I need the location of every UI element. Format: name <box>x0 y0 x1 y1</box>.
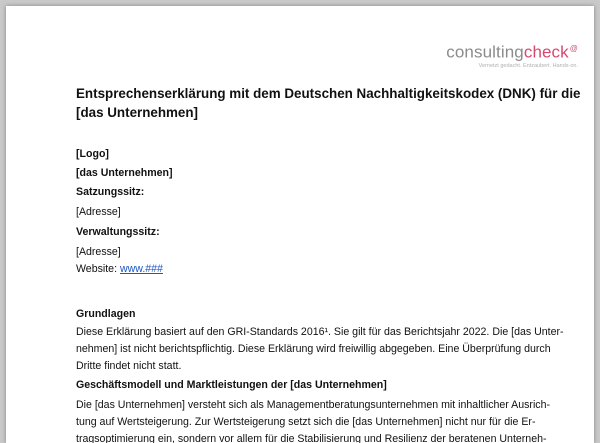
consultingcheck-logo <box>398 40 578 69</box>
paragraph-line: nehmen] ist nicht berichtspflichtig. Diese Erklärung wird freiwillig abgegeben. Eine Überprüfung durch <box>76 343 551 355</box>
website-link[interactable]: www.### <box>119 263 163 275</box>
paragraph-line: tung auf Wertsteigerung. Zur Wertsteigerung setzt sich die [das Unternehmen] nicht nur für die Er- <box>76 416 536 428</box>
logo-wordmark <box>398 40 578 62</box>
company-info <box>76 146 546 278</box>
company-name-placeholder: [das Unternehmen] <box>76 167 173 179</box>
paragraph-line: Diese Erklärung basiert auf den GRI-Standards 2016¹. Sie gilt für das Berichtsjahr 2022. Die [das Unter- <box>76 326 564 338</box>
website-label: Website: <box>76 263 120 275</box>
document-page <box>6 6 594 443</box>
admin-office-value: [Adresse] <box>76 246 121 258</box>
title-line-2: [das Unternehmen] <box>76 105 199 120</box>
admin-office-label: Verwaltungssitz: <box>76 226 160 238</box>
paragraph-line: Dritte findet nicht statt. <box>76 360 182 372</box>
logo-text-consulting: consulting <box>446 42 524 62</box>
grundlagen-paragraph <box>76 324 564 375</box>
logo-tagline: Vernetzt gedacht. Entzaubert. Hands-on. <box>478 62 578 69</box>
paragraph-line: tragsoptimierung ein, sondern vor allem für die Stabilisierung und Resilienz der beratenen Unterneh- <box>76 433 547 443</box>
section-heading-geschaeftsmodell: Geschäftsmodell und Marktleistungen der [das Unternehmen] <box>76 379 387 391</box>
title-line-1: Entsprechenserklärung mit dem Deutschen Nachhaltigkeitskodex (DNK) für die <box>76 86 581 101</box>
section-heading-grundlagen: Grundlagen <box>76 308 136 320</box>
website-row <box>76 261 546 278</box>
geschaeftsmodell-paragraph <box>76 397 551 443</box>
logo-placeholder: [Logo] <box>76 148 109 160</box>
registered-office-value: [Adresse] <box>76 206 121 218</box>
paragraph-line: Die [das Unternehmen] versteht sich als Managementberatungsunternehmen mit inhaltlicher Ausrich- <box>76 399 551 411</box>
section-geschaeftsmodell <box>76 379 551 443</box>
section-grundlagen <box>76 308 564 375</box>
logo-text-check: check <box>523 42 569 62</box>
document-title-block <box>76 84 581 122</box>
registered-office-label: Satzungssitz: <box>76 186 145 198</box>
logo-at-icon: @ <box>569 44 578 53</box>
document-title <box>76 84 581 122</box>
